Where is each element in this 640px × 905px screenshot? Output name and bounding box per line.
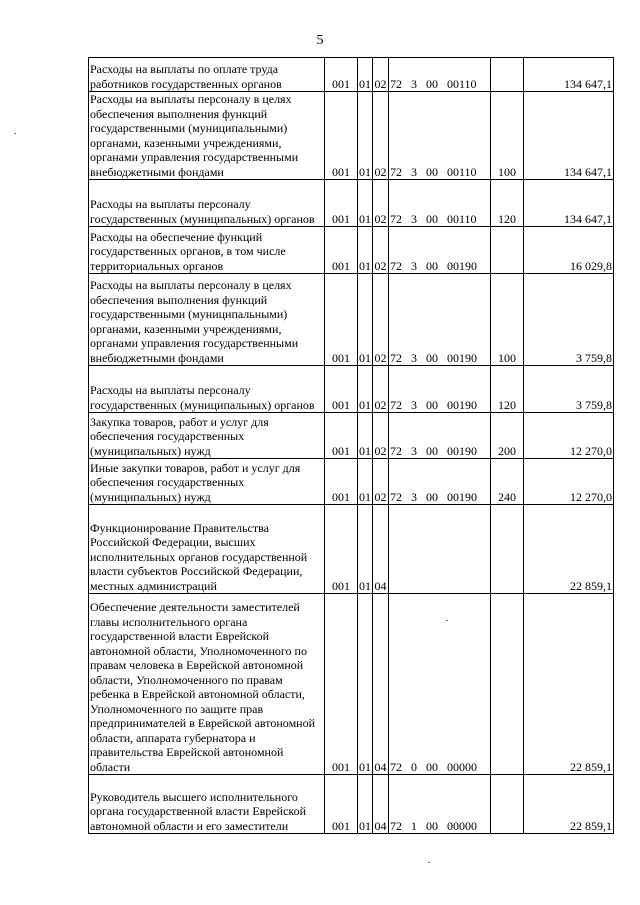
row-ved-cell: 001 (325, 505, 358, 594)
row-name-cell: Расходы на выплаты персоналу в целях обеспечения выполнения функций государственными (муниципальными) органами, казенными учреждениями, органами управления государственными внебюджетными фондами (89, 92, 325, 180)
table-row (89, 594, 614, 775)
row-sum-cell: 12 270,0 (524, 413, 614, 459)
row-csr-cell: 72 1 00 00000 (389, 775, 491, 834)
page-number: 5 (316, 33, 324, 48)
row-pr-cell: 02 (373, 274, 389, 366)
row-rz-cell: 01 (358, 180, 373, 227)
row-pr-cell: 02 (373, 413, 389, 459)
row-sum-cell: 134 647,1 (524, 58, 614, 92)
row-csr-cell: 72 3 00 00110 (389, 180, 491, 227)
row-pr-cell: 02 (373, 180, 389, 227)
row-sum-cell: 22 859,1 (524, 775, 614, 834)
row-csr-cell: 72 3 00 00190 (389, 366, 491, 413)
row-name-cell: Закупка товаров, работ и услуг для обеспечения государственных (муниципальных) нужд (89, 413, 325, 459)
row-vr-cell (491, 594, 524, 775)
row-sum-cell: 22 859,1 (524, 594, 614, 775)
row-name-cell: Расходы на выплаты персоналу государственных (муниципальных) органов (89, 180, 325, 227)
row-ved-cell: 001 (325, 594, 358, 775)
row-vr-cell: 120 (491, 366, 524, 413)
row-ved-cell: 001 (325, 274, 358, 366)
row-pr-cell: 04 (373, 775, 389, 834)
row-csr-cell: 72 3 00 00190 (389, 227, 491, 274)
row-vr-cell (491, 227, 524, 274)
budget-table-body (89, 58, 614, 834)
row-csr-cell: 72 3 00 00190 (389, 274, 491, 366)
row-pr-cell: 02 (373, 366, 389, 413)
row-sum-cell: 134 647,1 (524, 92, 614, 180)
row-vr-cell: 120 (491, 180, 524, 227)
row-vr-cell (491, 58, 524, 92)
row-ved-cell: 001 (325, 58, 358, 92)
row-rz-cell: 01 (358, 92, 373, 180)
row-name-cell: Расходы на обеспечение функций государственных органов, в том числе территориальных органов (89, 227, 325, 274)
row-csr-cell (389, 505, 491, 594)
row-csr-cell: 72 3 00 00110 (389, 58, 491, 92)
budget-table (88, 57, 614, 834)
row-rz-cell: 01 (358, 58, 373, 92)
row-pr-cell: 02 (373, 58, 389, 92)
row-rz-cell: 01 (358, 366, 373, 413)
row-ved-cell: 001 (325, 227, 358, 274)
row-rz-cell: 01 (358, 775, 373, 834)
row-pr-cell: 04 (373, 505, 389, 594)
row-ved-cell: 001 (325, 459, 358, 505)
row-rz-cell: 01 (358, 227, 373, 274)
row-ved-cell: 001 (325, 92, 358, 180)
row-pr-cell: 04 (373, 594, 389, 775)
row-rz-cell: 01 (358, 459, 373, 505)
row-csr-cell: 72 3 00 00110 (389, 92, 491, 180)
row-pr-cell: 02 (373, 227, 389, 274)
row-sum-cell: 12 270,0 (524, 459, 614, 505)
scan-speck (428, 862, 430, 863)
row-name-cell: Расходы на выплаты персоналу в целях обеспечения выполнения функций государственными (муниципальными) органами, казенными учреждениями, органами управления государственными внебюджетными фондами (89, 274, 325, 366)
row-csr-cell: 72 3 00 00190 (389, 459, 491, 505)
table-row (89, 180, 614, 227)
row-vr-cell: 100 (491, 274, 524, 366)
table-row (89, 459, 614, 505)
row-rz-cell: 01 (358, 274, 373, 366)
scan-speck (14, 133, 16, 134)
row-vr-cell: 240 (491, 459, 524, 505)
row-ved-cell: 001 (325, 366, 358, 413)
row-name-cell: Расходы на выплаты по оплате труда работников государственных органов (89, 58, 325, 92)
row-name-cell: Иные закупки товаров, работ и услуг для обеспечения государственных (муниципальных) нужд (89, 459, 325, 505)
row-name-cell: Функционирование Правительства Российской Федерации, высших исполнительных органов государственной власти субъектов Российской Федерации, местных администраций (89, 505, 325, 594)
row-csr-cell: 72 3 00 00190 (389, 413, 491, 459)
row-sum-cell: 3 759,8 (524, 274, 614, 366)
table-row (89, 92, 614, 180)
row-sum-cell: 3 759,8 (524, 366, 614, 413)
row-sum-cell: 22 859,1 (524, 505, 614, 594)
row-name-cell: Обеспечение деятельности заместителей главы исполнительного органа государственной власти Еврейской автономной области, Уполномоченного по правам человека в Еврейской автономной области, Уполномоченного по правам ребенка в Еврейской автономной области, Уполномоченного по защите прав предпринимателей в Еврейской автономной области, аппарата губернатора и правительства Еврейской автономной области (89, 594, 325, 775)
scan-speck (446, 620, 448, 621)
table-row (89, 58, 614, 92)
table-row (89, 274, 614, 366)
row-sum-cell: 16 029,8 (524, 227, 614, 274)
row-ved-cell: 001 (325, 413, 358, 459)
row-name-cell: Расходы на выплаты персоналу государственных (муниципальных) органов (89, 366, 325, 413)
row-vr-cell: 100 (491, 92, 524, 180)
row-rz-cell: 01 (358, 594, 373, 775)
row-rz-cell: 01 (358, 505, 373, 594)
table-row (89, 227, 614, 274)
table-row (89, 775, 614, 834)
row-pr-cell: 02 (373, 92, 389, 180)
row-vr-cell: 200 (491, 413, 524, 459)
row-ved-cell: 001 (325, 180, 358, 227)
row-name-cell: Руководитель высшего исполнительного органа государственной власти Еврейской автономной области и его заместители (89, 775, 325, 834)
table-row (89, 505, 614, 594)
row-vr-cell (491, 505, 524, 594)
table-row (89, 366, 614, 413)
row-pr-cell: 02 (373, 459, 389, 505)
row-sum-cell: 134 647,1 (524, 180, 614, 227)
row-csr-cell: 72 0 00 00000 (389, 594, 491, 775)
row-rz-cell: 01 (358, 413, 373, 459)
row-vr-cell (491, 775, 524, 834)
row-ved-cell: 001 (325, 775, 358, 834)
table-row (89, 413, 614, 459)
